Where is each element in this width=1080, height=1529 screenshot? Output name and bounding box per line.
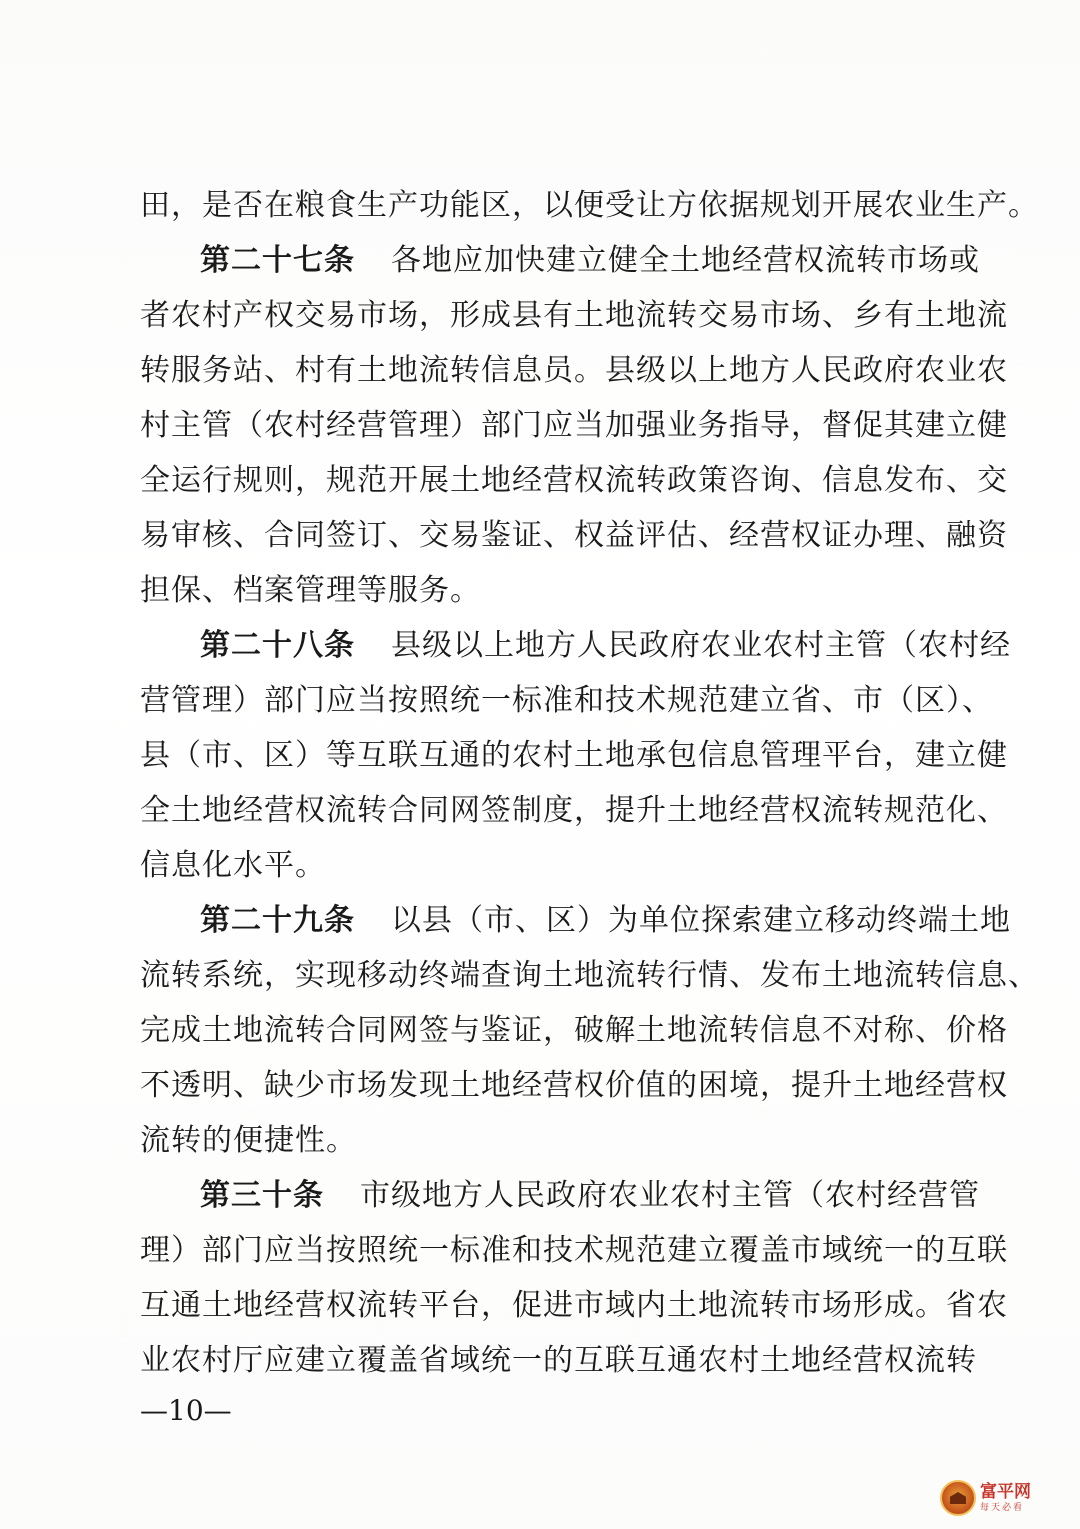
article-28-text: 县级以上地方人民政府农业农村主管（农村经: [391, 628, 1011, 663]
document-body: [140, 178, 1039, 1388]
text-line: 田，是否在粮食生产功能区，以便受让方依据规划开展农业生产。: [140, 188, 1039, 223]
article-29-heading: 第二十九条: [200, 903, 355, 938]
text-line: 县（市、区）等互联互通的农村土地承包信息管理平台，建立健: [140, 738, 1008, 773]
text-line: 者农村产权交易市场，形成县有土地流转交易市场、乡有土地流: [140, 298, 1008, 333]
pavilion-logo-icon: [940, 1480, 976, 1516]
article-28-heading: 第二十八条: [200, 628, 355, 663]
watermark: [940, 1478, 1070, 1518]
article-30-text: 市级地方人民政府农业农村主管（农村经营管: [360, 1178, 980, 1213]
text-line: 流转系统，实现移动终端查询土地流转行情、发布土地流转信息、: [140, 958, 1039, 993]
watermark-main: 富平网: [980, 1481, 1031, 1502]
text-line: 村主管（农村经营管理）部门应当加强业务指导，督促其建立健: [140, 408, 1008, 443]
text-line: 理）部门应当按照统一标准和技术规范建立覆盖市域统一的互联: [140, 1233, 1008, 1268]
watermark-sub: 每天必看: [980, 1502, 1025, 1513]
text-line: 互通土地经营权流转平台，促进市域内土地流转市场形成。省农: [140, 1288, 1008, 1323]
watermark-text: [980, 1481, 1031, 1513]
text-line: 转服务站、村有土地流转信息员。县级以上地方人民政府农业农: [140, 353, 1008, 388]
text-line: 信息化水平。: [140, 848, 326, 883]
text-line: 业农村厅应建立覆盖省域统一的互联互通农村土地经营权流转: [140, 1343, 977, 1378]
text-line: 担保、档案管理等服务。: [140, 573, 481, 608]
article-29-text: 以县（市、区）为单位探索建立移动终端土地: [391, 903, 1011, 938]
article-27-heading: 第二十七条: [200, 243, 355, 278]
text-line: 营管理）部门应当按照统一标准和技术规范建立省、市（区）、: [140, 683, 993, 718]
article-30-first-line: [140, 1168, 980, 1223]
text-line: 易审核、合同签订、交易鉴证、权益评估、经营权证办理、融资: [140, 518, 1008, 553]
article-27-first-line: [140, 233, 980, 288]
article-30-heading: 第三十条: [200, 1178, 324, 1213]
text-line: 流转的便捷性。: [140, 1123, 357, 1158]
text-line: 全运行规则，规范开展土地经营权流转政策咨询、信息发布、交: [140, 463, 1008, 498]
page-number: —10—: [140, 1394, 232, 1427]
text-line: 不透明、缺少市场发现土地经营权价值的困境，提升土地经营权: [140, 1068, 1008, 1103]
text-line: 完成土地流转合同网签与鉴证，破解土地流转信息不对称、价格: [140, 1013, 1008, 1048]
text-line: 全土地经营权流转合同网签制度，提升土地经营权流转规范化、: [140, 793, 1008, 828]
article-28-first-line: [140, 618, 1011, 673]
article-29-first-line: [140, 893, 1011, 948]
article-27-text: 各地应加快建立健全土地经营权流转市场或: [391, 243, 980, 278]
